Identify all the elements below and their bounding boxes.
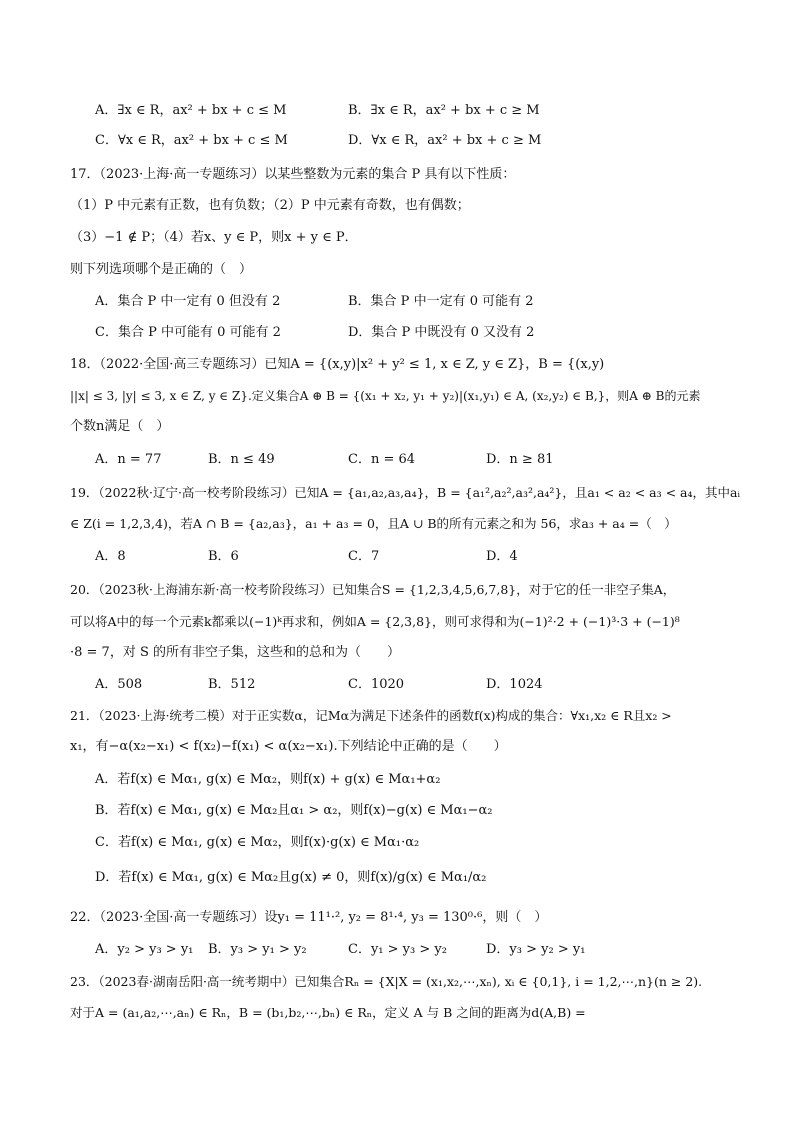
q18-stem-line-3: 个数n满足（ ） [70,419,170,434]
q18-stem-line-2: ||x| ≤ 3, |y| ≤ 3, x ∈ Z, y ∈ Z}.定义集合A ⊕ B = {(x₁ + x₂, y₁ + y₂)|(x₁,y₁) ∈ A, (x₂,y₂) ∈ B,}，则A ⊕ B的元素 [70,389,701,403]
q17-stem-line-2: （1）P 中元素有正数，也有负数；（2）P 中元素有奇数，也有偶数； [70,198,470,213]
q17-option-d: D．集合 P 中既没有 0 又没有 2 [348,325,535,340]
q22-stem-line-1: 22．（2023·全国·高一专题练习）设y₁ = 11¹·², y₂ = 8¹·⁴, y₃ = 130⁰·⁶，则（ ） [70,910,548,925]
q20-stem-line-3: ·8 = 7，对 S 的所有非空子集，这些和的总和为（ ） [70,645,401,660]
q20-option-b: B．512 [208,677,256,692]
q17-option-a: A．集合 P 中一定有 0 但没有 2 [95,294,281,309]
q19-option-d: D．4 [486,549,518,564]
q20-option-a: A．508 [95,677,143,692]
q17-stem-line-3: （3）−1 ∉ P；（4）若x、y ∈ P，则x + y ∈ P． [70,230,358,245]
q23-stem-line-1: 23．（2023春·湖南岳阳·高一统考期中）已知集合Rₙ = {X|X = (x₁,x₂,⋯,xₙ), xᵢ ∈ {0,1}, i = 1,2,⋯,n}(n ≥ 2). [70,974,703,989]
q18-option-c: C．n = 64 [348,452,416,467]
q20-option-c: C．1020 [348,677,405,692]
q20-stem-line-2: 可以将A中的每一个元素k都乘以(−1)ᵏ再求和，例如A = {2,3,8}，则可求得和为(−1)²·2 + (−1)³·3 + (−1)⁸ [70,614,680,629]
q18-option-d: D．n ≥ 81 [486,452,554,467]
q22-option-b: B．y₃ > y₁ > y₂ [208,942,307,957]
q19-stem-line-2: ∈ Z(i = 1,2,3,4)，若A ∩ B = {a₂,a₃}，a₁ + a₃ = 0，且A ∪ B的所有元素之和为 56，求a₃ + a₄ =（ ） [70,516,677,531]
q21-option-a: A．若f(x) ∈ Mα₁, g(x) ∈ Mα₂，则f(x) + g(x) ∈ Mα₁+α₂ [95,772,441,787]
q19-option-c: C．7 [348,549,380,564]
q20-option-d: D．1024 [486,677,543,692]
q17-option-b: B．集合 P 中一定有 0 可能有 2 [348,294,534,309]
q21-option-c: C．若f(x) ∈ Mα₁, g(x) ∈ Mα₂，则f(x)·g(x) ∈ Mα₁·α₂ [95,835,420,850]
q22-option-c: C．y₁ > y₃ > y₂ [348,942,447,957]
q23-stem-line-2: 对于A = (a₁,a₂,⋯,aₙ) ∈ Rₙ，B = (b₁,b₂,⋯,bₙ) ∈ Rₙ，定义 A 与 B 之间的距离为d(A,B) = [70,1005,586,1020]
q19-stem-line-1: 19．（2022秋·辽宁·高一校考阶段练习）已知A = {a₁,a₂,a₃,a₄}，B = {a₁²,a₂²,a₃²,a₄²}，且a₁ < a₂ < a₃ < a₄，其中aᵢ [70,485,740,500]
q22-option-d: D．y₃ > y₂ > y₁ [486,942,586,957]
q19-option-a: A．8 [95,549,126,564]
q18-option-b: B．n ≤ 49 [208,452,275,467]
q21-stem-line-2: x₁，有−α(x₂−x₁) < f(x₂)−f(x₁) < α(x₂−x₁).下列结论中正确的是（ ） [70,739,507,754]
q20-stem-line-1: 20．（2023秋·上海浦东新·高一校考阶段练习）已知集合S = {1,2,3,4,5,6,7,8}，对于它的任一非空子集A， [70,582,676,597]
q17-option-c: C．集合 P 中可能有 0 可能有 2 [95,325,281,340]
q22-option-a: A．y₂ > y₃ > y₁ [95,942,194,957]
q16-option-a: A．∃x ∈ R，ax² + bx + c ≤ M [95,103,287,118]
q21-option-b: B．若f(x) ∈ Mα₁, g(x) ∈ Mα₂且α₁ > α₂，则f(x)−g(x) ∈ Mα₁−α₂ [95,803,493,818]
q21-option-d: D．若f(x) ∈ Mα₁, g(x) ∈ Mα₂且g(x) ≠ 0，则f(x)/g(x) ∈ Mα₁/α₂ [95,870,487,885]
q21-stem-line-1: 21．（2023·上海·统考二模）对于正实数α，记Mα为满足下述条件的函数f(x)构成的集合：∀x₁,x₂ ∈ R且x₂ > [70,708,672,723]
q16-option-d: D．∀x ∈ R，ax² + bx + c ≥ M [348,133,542,148]
q19-option-b: B．6 [208,549,239,564]
q17-stem-line-1: 17．（2023·上海·高一专题练习）以某些整数为元素的集合 P 具有以下性质： [70,167,516,182]
q16-option-c: C．∀x ∈ R，ax² + bx + c ≤ M [95,133,288,148]
q18-option-a: A．n = 77 [95,452,162,467]
q16-option-b: B．∃x ∈ R，ax² + bx + c ≥ M [348,103,540,118]
q17-stem-line-4: 则下列选项哪个是正确的（ ） [70,262,253,277]
q18-stem-line-1: 18．（2022·全国·高三专题练习）已知A = {(x,y)|x² + y² ≤ 1, x ∈ Z, y ∈ Z}，B = {(x,y) [70,357,605,372]
